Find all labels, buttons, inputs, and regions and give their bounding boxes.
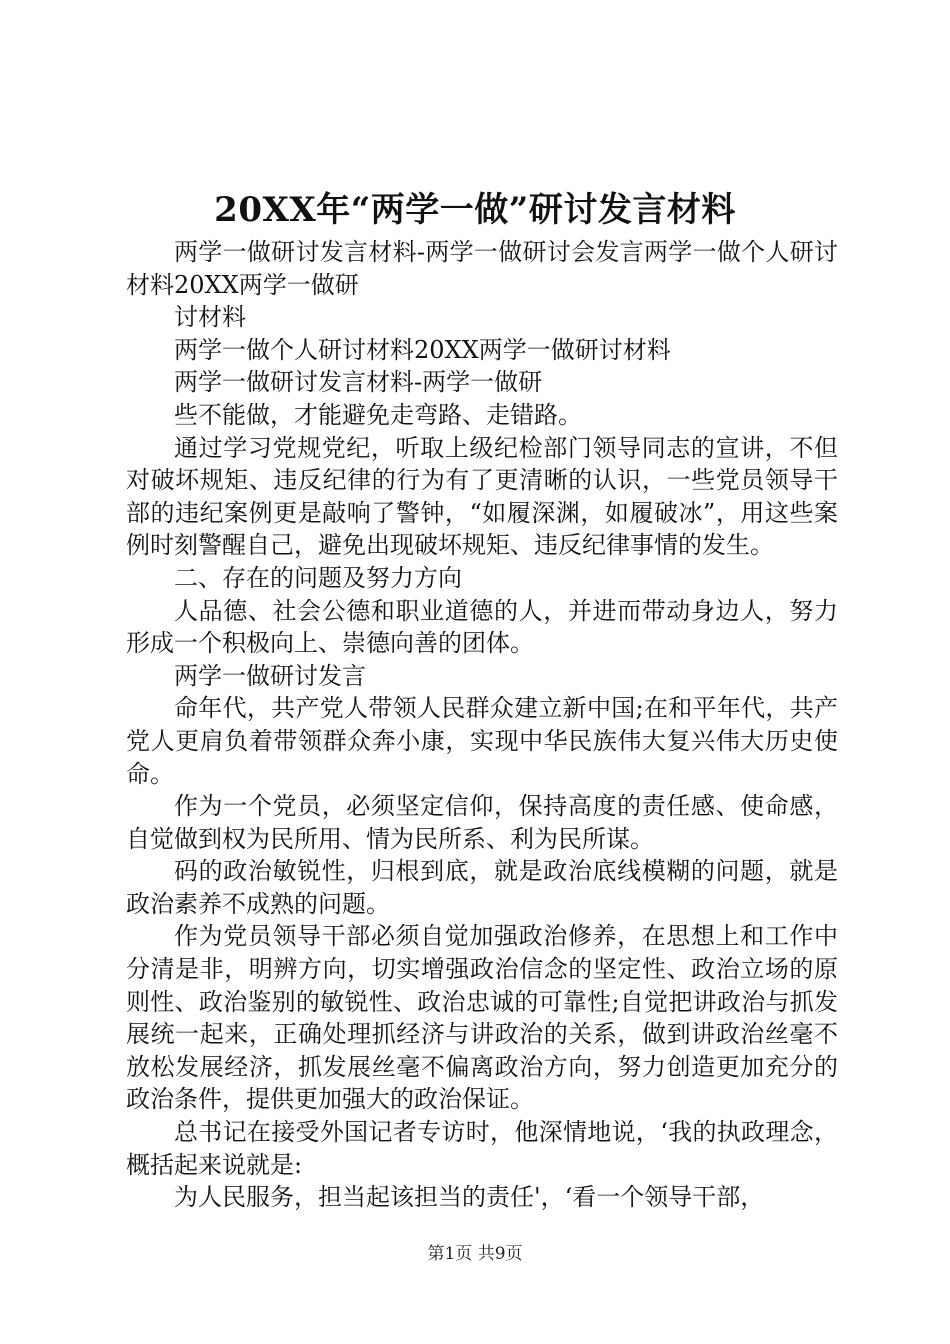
- paragraph: 作为一个党员，必须坚定信仰，保持高度的责任感、使命感，自觉做到权为民所用、情为民所系、利为民所谋。: [126, 792, 838, 853]
- paragraph: 人品德、社会公德和职业道德的人，并进而带动身边人，努力形成一个积极向上、崇德向善的团体。: [126, 596, 838, 658]
- paragraph: 讨材料: [174, 303, 246, 332]
- paragraph: 作为党员领导干部必须自觉加强政治修养，在思想上和工作中分清是非，明辨方向，切实增强政治信念的坚定性、政治立场的原则性、政治鉴别的敏锐性、政治忠诚的可靠性;自觉把讲政治与抓发展统一起来，正确处理抓经济与讲政治的关系，做到讲政治丝毫不放松发展经济，抓发展丝毫不偏离政治方向，努力创造更加充分的政治条件，提供更加强大的政治保证。: [126, 922, 838, 1114]
- paragraph: 两学一做个人研讨材料20XX两学一做研讨材料: [174, 335, 671, 364]
- paragraph: 些不能做，才能避免走弯路、走错路。: [174, 400, 582, 429]
- paragraph: 两学一做研讨发言: [174, 661, 366, 690]
- paragraph: 通过学习党规党纪，听取上级纪检部门领导同志的宣讲，不但对破坏规矩、违反纪律的行为有了更清晰的认识，一些党员领导干部的违纪案例更是敲响了警钟，“如履深渊，如履破冰”，用这些案例时刻警醒自己，避免出现破坏规矩、违反纪律事情的发生。: [126, 433, 838, 560]
- paragraph: 两学一做研讨发言材料-两学一做研讨会发言两学一做个人研讨材料20XX两学一做研: [126, 238, 838, 299]
- document-body: [126, 236, 838, 1214]
- paragraph: 命年代，共产党人带领人民群众建立新中国;在和平年代，共产党人更肩负着带领群众奔小康，实现中华民族伟大复兴伟大历史使命。: [126, 694, 838, 788]
- paragraph: 两学一做研讨发言材料-两学一做研: [174, 368, 543, 397]
- section-heading: 二、存在的问题及努力方向: [174, 563, 462, 592]
- paragraph: 为人民服务，担当起该担当的责任'，‘看一个领导干部，: [174, 1183, 765, 1212]
- page-number: 第1页 共9页: [427, 1244, 523, 1264]
- paragraph: 码的政治敏锐性，归根到底，就是政治底线模糊的问题，就是政治素养不成熟的问题。: [126, 857, 838, 918]
- document-title: 20XX年“两学一做”研讨发言材料: [214, 190, 736, 230]
- paragraph: 总书记在接受外国记者专访时，他深情地说，‘我的执政理念，概括起来说就是:: [126, 1118, 838, 1179]
